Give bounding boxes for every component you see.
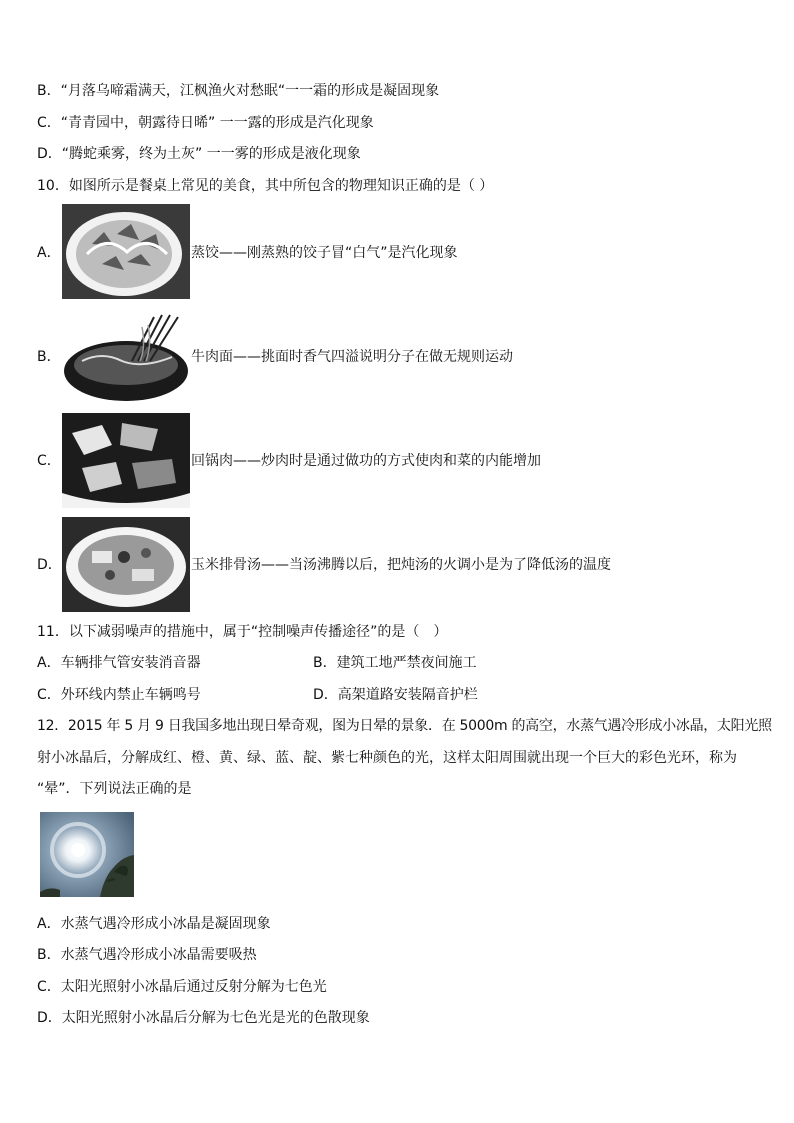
- q10-stem: 10．如图所示是餐桌上常见的美食，其中所包含的物理知识正确的是（ ）: [37, 178, 494, 194]
- q10-option-d-text: 玉米排骨汤——当汤沸腾以后，把炖汤的火调小是为了降低汤的温度: [191, 557, 611, 573]
- dumpling-photo: [62, 204, 190, 299]
- option-text: “腾蛇乘雾，终为土灰” 一一雾的形成是液化现象: [61, 146, 361, 162]
- q11-stem: 11．以下减弱噪声的措施中，属于“控制噪声传播途径”的是（ ）: [37, 624, 448, 640]
- option-label: D．: [313, 687, 338, 703]
- q11-option-d: [313, 688, 478, 702]
- option-label: C．: [37, 115, 61, 131]
- q11-option-c: [37, 688, 201, 702]
- option-label: A．: [37, 655, 61, 671]
- option-text: 水蒸气遇冷形成小冰晶是凝固现象: [60, 916, 271, 932]
- q9-option-c: [37, 116, 374, 130]
- q9-option-d: [37, 147, 361, 161]
- option-text: 建筑工地严禁夜间施工: [336, 655, 477, 671]
- option-text: 水蒸气遇冷形成小冰晶需要吸热: [60, 947, 257, 963]
- q12-option-d: [37, 1011, 370, 1025]
- q10-option-b-text: 牛肉面——挑面时香气四溢说明分子在做无规则运动: [191, 349, 513, 365]
- option-label: B．: [37, 83, 61, 99]
- corn-rib-soup-image: [62, 517, 190, 612]
- twice-cooked-pork-image: [62, 413, 190, 508]
- q12-stem-line2: 射小冰晶后，分解成红、橙、黄、绿、蓝、靛、紫七种颜色的光，这样太阳周围就出现一个巨大的彩色光环，称为: [37, 750, 737, 766]
- option-text: “月落乌啼霜满天，江枫渔火对愁眠“一一霜的形成是凝固现象: [60, 83, 440, 99]
- option-label: D．: [37, 1010, 62, 1026]
- option-label: C．: [37, 979, 61, 995]
- q10-option-c-text: 回锅肉——炒肉时是通过做功的方式使肉和菜的内能增加: [191, 453, 541, 469]
- option-label: B．: [313, 655, 337, 671]
- corn-rib-soup-photo: [62, 517, 190, 612]
- sun-halo-photo: [40, 812, 134, 897]
- twice-cooked-pork-photo: [62, 413, 190, 508]
- option-text: 太阳光照射小冰晶后通过反射分解为七色光: [60, 979, 327, 995]
- sun-halo-image: [40, 812, 134, 897]
- option-label: A．: [37, 916, 61, 932]
- q10-option-d-label: D．: [37, 557, 62, 573]
- q10-option-b-label: B．: [37, 349, 61, 365]
- q9-option-b: [37, 84, 439, 98]
- q10-option-a-text: 蒸饺——刚蒸熟的饺子冒“白气”是汽化现象: [191, 245, 458, 261]
- option-label: C．: [37, 687, 61, 703]
- q11-option-b: [313, 656, 477, 670]
- option-text: “青青园中，朝露待日晞” 一一露的形成是汽化现象: [60, 115, 374, 131]
- option-text: 车辆排气管安装消音器: [60, 655, 201, 671]
- option-text: 外环线内禁止车辆鸣号: [60, 687, 201, 703]
- q10-option-a-label: A．: [37, 245, 61, 261]
- option-label: D．: [37, 146, 62, 162]
- q12-option-b: [37, 948, 257, 962]
- q11-option-a: [37, 656, 201, 670]
- option-text: 高架道路安装隔音护栏: [337, 687, 478, 703]
- beef-noodle-photo: [62, 309, 190, 404]
- option-label: B．: [37, 947, 61, 963]
- q12-stem-line3: “晕”．下列说法正确的是: [37, 781, 192, 797]
- q12-option-a: [37, 917, 271, 931]
- dumpling-image: [62, 204, 190, 299]
- option-text: 太阳光照射小冰晶后分解为七色光是光的色散现象: [61, 1010, 370, 1026]
- q10-option-c-label: C．: [37, 453, 61, 469]
- q12-stem-line1: 12．2015 年 5 月 9 日我国多地出现日晕奇观，图为日晕的景象．在 5000m 的高空，水蒸气遇冷形成小冰晶，太阳光照: [37, 718, 772, 734]
- q12-option-c: [37, 980, 327, 994]
- beef-noodle-image: [62, 309, 190, 404]
